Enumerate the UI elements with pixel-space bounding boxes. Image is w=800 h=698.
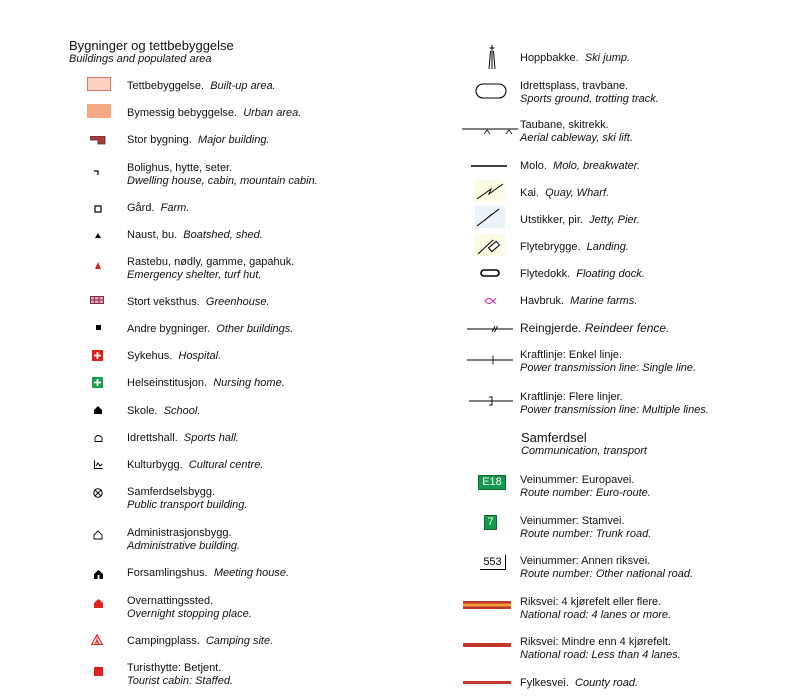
- label-no: Administrasjonsbygg.: [127, 527, 232, 539]
- label-no: Molo.: [520, 160, 547, 172]
- legend-item-national-road: [520, 636, 681, 662]
- quay-icon: [474, 180, 506, 202]
- floating-dock-icon: [478, 267, 502, 279]
- euro-route-badge: [478, 475, 506, 490]
- trunk-road-badge: [484, 515, 497, 530]
- label-no: Kraftlinje: Flere linjer.: [520, 391, 623, 403]
- label-en: Hospital.: [178, 350, 222, 362]
- farm-icon: [92, 203, 104, 215]
- label-no: Havbruk.: [520, 295, 565, 307]
- legend-item-hospital: [127, 350, 221, 363]
- label-en: Dwelling house, cabin, mountain cabin.: [127, 175, 318, 187]
- urban-area-swatch: [86, 103, 111, 118]
- label-en: Urban area.: [243, 107, 302, 119]
- legend-item-camping-site: [127, 635, 273, 648]
- other-building-icon: [94, 323, 102, 331]
- legend-item-farm: [127, 202, 189, 215]
- national-road-4-lanes-icon: [462, 600, 512, 610]
- label-en: Public transport building.: [127, 499, 248, 511]
- label-no: Andre bygninger.: [127, 323, 211, 335]
- label-en: Marine farms.: [570, 295, 638, 307]
- label-en: Landing.: [586, 241, 629, 253]
- label-en: Nursing home.: [213, 377, 285, 389]
- county-road-icon: [462, 679, 512, 685]
- section-title-transport: Samferdsel: [521, 430, 587, 445]
- pier-icon: [474, 206, 506, 228]
- legend-item-boatshed: [127, 229, 263, 242]
- legend-item-landing: [520, 241, 629, 254]
- section-subtitle-buildings: Buildings and populated area: [69, 53, 212, 65]
- emergency-shelter-icon: [93, 260, 103, 270]
- label-no: Kulturbygg.: [127, 459, 183, 471]
- legend-item-trunk-road: [520, 515, 651, 541]
- ski-jump-icon: [484, 44, 500, 70]
- label-en: Route number: Other national road.: [520, 568, 694, 580]
- legend-item-national-road-4-lanes: [520, 596, 671, 622]
- legend-item-quay: [520, 187, 609, 200]
- label-en: Tourist cabin: Staffed.: [127, 675, 233, 687]
- camping-site-icon: [90, 633, 104, 646]
- label-no: Reingjerde.: [520, 321, 582, 335]
- label-en: National road: 4 lanes or more.: [520, 609, 672, 621]
- overnight-place-icon: [92, 597, 104, 609]
- label-en: Camping site.: [205, 635, 274, 647]
- label-no: Sykehus.: [127, 350, 173, 362]
- label-no: Veinummer: Europavei.: [520, 474, 635, 486]
- label-en: Jetty, Pier.: [589, 214, 640, 226]
- school-icon: [92, 404, 104, 416]
- label-en: Sports hall.: [183, 432, 239, 444]
- landing-icon: [474, 234, 506, 256]
- legend-item-cultural-centre: [127, 459, 263, 472]
- legend-item-marine-farm: [520, 295, 637, 308]
- label-en: County road.: [575, 677, 639, 689]
- legend-item-other-national-road: [520, 555, 693, 581]
- legend-item-emergency-shelter: [127, 256, 294, 282]
- dwelling-house-icon: [92, 168, 102, 178]
- built-up-area-swatch: [86, 76, 111, 91]
- legend-item-overnight-place: [127, 595, 252, 621]
- label-en: Reindeer fence.: [584, 321, 670, 335]
- label-en: Greenhouse.: [205, 296, 270, 308]
- label-no: Veinummer: Stamvei.: [520, 515, 625, 527]
- label-no: Helseinstitusjon.: [127, 377, 208, 389]
- label-no: Kraftlinje: Enkel linje.: [520, 349, 623, 361]
- cableway-icon: [462, 124, 518, 136]
- power-line-multiple-icon: [468, 395, 514, 407]
- label-no: Bymessig bebyggelse.: [127, 107, 238, 119]
- label-en: National road: Less than 4 lanes.: [520, 649, 681, 661]
- label-en: Meeting house.: [213, 567, 290, 579]
- label-en: Major building.: [197, 134, 270, 146]
- administrative-building-icon: [92, 529, 104, 541]
- legend-item-cableway: [520, 119, 633, 145]
- section-title-buildings: Bygninger og tettbebyggelse: [69, 38, 234, 53]
- legend-item-ski-jump: [520, 52, 630, 65]
- label-en: Overnight stopping place.: [127, 608, 252, 620]
- legend-item-sports-hall: [127, 432, 239, 445]
- legend-item-reindeer-fence: [520, 322, 669, 335]
- cultural-centre-icon: [92, 458, 104, 470]
- label-no: Veinummer: Annen riksvei.: [520, 555, 651, 567]
- label-no: Flytebrygge.: [520, 241, 581, 253]
- legend-item-administrative-building: [127, 527, 240, 553]
- label-no: Turisthytte: Betjent.: [127, 662, 222, 674]
- major-building-icon: [88, 134, 108, 146]
- legend-item-urban-area: [127, 107, 301, 120]
- boatshed-icon: [93, 230, 103, 240]
- label-no: Hoppbakke.: [520, 52, 579, 64]
- label-no: Taubane, skitrekk.: [520, 119, 609, 131]
- label-en: Route number: Trunk road.: [520, 528, 652, 540]
- label-en: Aerial cableway, ski lift.: [520, 132, 633, 144]
- label-no: Stor bygning.: [127, 134, 192, 146]
- label-no: Bolighus, hytte, seter.: [127, 162, 233, 174]
- trunk-road-number: 7: [487, 516, 494, 528]
- legend-item-transport-building: [127, 486, 247, 512]
- label-no: Skole.: [127, 405, 158, 417]
- label-no: Kai.: [520, 187, 539, 199]
- legend-item-tourist-cabin: [127, 662, 233, 688]
- label-no: Riksvei: 4 kjørefelt eller flere.: [520, 596, 662, 608]
- label-no: Campingplass.: [127, 635, 200, 647]
- legend-item-sports-ground: [520, 80, 659, 106]
- legend-item-county-road: [520, 677, 638, 690]
- legend-item-other-buildings: [127, 323, 293, 336]
- power-line-single-icon: [466, 354, 514, 366]
- breakwater-icon: [470, 163, 508, 169]
- legend-item-major-building: [127, 134, 270, 147]
- label-en: Boatshed, shed.: [183, 229, 263, 241]
- legend-item-pier: [520, 214, 640, 227]
- label-en: Sports ground, trotting track.: [520, 93, 659, 105]
- label-en: Power transmission line: Single line.: [520, 362, 697, 374]
- legend-item-dwelling-house: [127, 162, 318, 188]
- tourist-cabin-icon: [92, 665, 104, 677]
- label-no: Riksvei: Mindre enn 4 kjørefelt.: [520, 636, 671, 648]
- sports-hall-icon: [92, 432, 104, 444]
- reindeer-fence-icon: [466, 324, 514, 334]
- legend-item-breakwater: [520, 160, 640, 173]
- label-no: Samferdselsbygg.: [127, 486, 216, 498]
- transport-building-icon: [92, 487, 104, 499]
- sports-ground-icon: [474, 82, 508, 100]
- label-no: Utstikker, pir.: [520, 214, 583, 226]
- label-en: Ski jump.: [584, 52, 631, 64]
- label-no: Fylkesvei.: [520, 677, 569, 689]
- label-no: Overnattingssted.: [127, 595, 214, 607]
- label-no: Rastebu, nødly, gamme, gapahuk.: [127, 256, 295, 268]
- label-no: Gård.: [127, 202, 155, 214]
- label-en: Built-up area.: [210, 80, 276, 92]
- legend-item-school: [127, 405, 200, 418]
- legend-item-power-line-multiple: [520, 391, 709, 417]
- legend-item-greenhouse: [127, 296, 270, 309]
- label-en: School.: [163, 405, 201, 417]
- label-en: Cultural centre.: [188, 459, 264, 471]
- marine-farm-icon: [483, 295, 497, 307]
- meeting-house-icon: [92, 568, 104, 580]
- other-national-road-number: 553: [483, 555, 502, 568]
- legend-item-built-up-area: [127, 80, 276, 93]
- label-en: Farm.: [160, 202, 190, 214]
- label-en: Floating dock.: [576, 268, 645, 280]
- legend-item-power-line-single: [520, 349, 696, 375]
- nursing-home-icon: [90, 375, 104, 389]
- hospital-icon: [90, 348, 104, 362]
- label-no: Idrettshall.: [127, 432, 178, 444]
- legend-item-meeting-house: [127, 567, 289, 580]
- label-en: Quay, Wharf.: [545, 187, 610, 199]
- label-en: Emergency shelter, turf hut.: [127, 269, 262, 281]
- label-no: Flytedokk.: [520, 268, 571, 280]
- label-no: Idrettsplass, travbane.: [520, 80, 629, 92]
- label-no: Naust, bu.: [127, 229, 178, 241]
- label-en: Administrative building.: [127, 540, 241, 552]
- label-no: Stort veksthus.: [127, 296, 200, 308]
- legend-item-nursing-home: [127, 377, 285, 390]
- legend-item-floating-dock: [520, 268, 645, 281]
- other-national-road-badge: [480, 555, 506, 570]
- label-en: Route number: Euro-route.: [520, 487, 651, 499]
- label-en: Molo, breakwater.: [553, 160, 641, 172]
- legend-item-euro-route: [520, 474, 651, 500]
- label-en: Other buildings.: [216, 323, 294, 335]
- greenhouse-icon: [88, 294, 106, 306]
- label-no: Tettbebyggelse.: [127, 80, 205, 92]
- label-en: Power transmission line: Multiple lines.: [520, 404, 709, 416]
- label-no: Forsamlingshus.: [127, 567, 208, 579]
- euro-route-number: E18: [482, 476, 502, 488]
- section-subtitle-transport: Communication, transport: [521, 445, 647, 457]
- national-road-icon: [462, 642, 512, 648]
